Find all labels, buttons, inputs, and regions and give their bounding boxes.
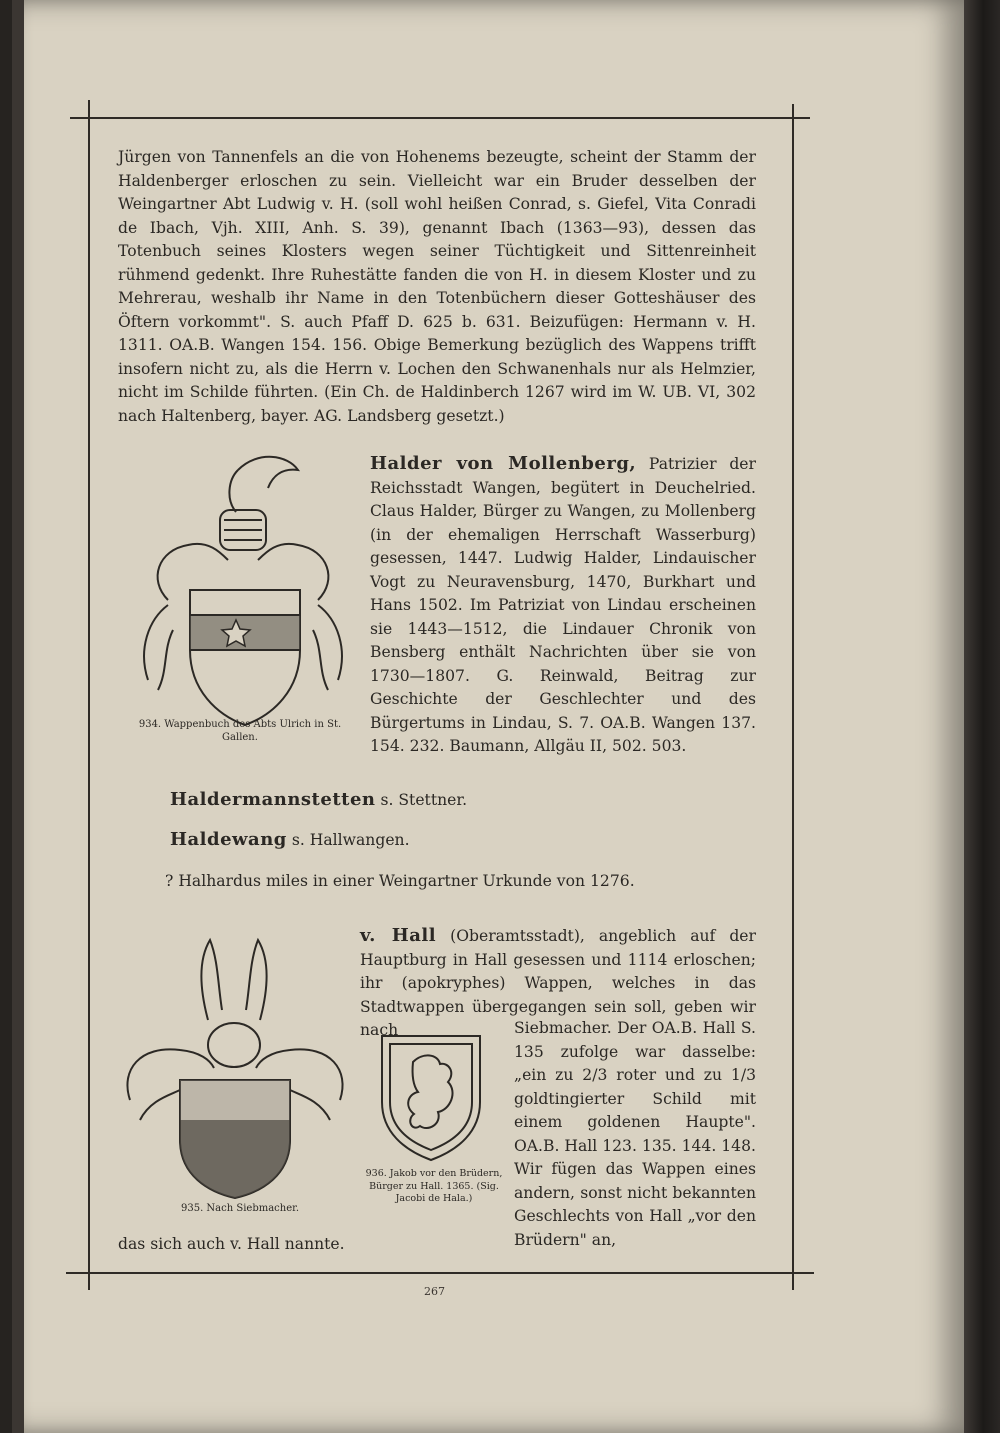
entry-hall-heading: v. Hall bbox=[360, 925, 437, 946]
page-left-edge bbox=[12, 0, 24, 1433]
page-number: 267 bbox=[424, 1285, 445, 1298]
top-paragraph-text: Jürgen von Tannenfels an die von Hohenems bezeugte, scheint der Stamm der Haldenberger erloschen zu sein. Vielleicht war ein Bruder desselben der Weingartner Abt Ludwig v. H. (soll wohl heißen Conrad, s. Giefel, Vita Conradi de Ibach, Vjh. XIII, Anh. S. 39), genannt Ibach (1363—93), dessen das Totenbuch seines Klosters wegen seiner Tüchtigkeit und Sittenreinheit rühmend gedenkt. Ihre Ruhestätte fanden die von H. in diesem Kloster und zu Mehrerau, weshalb ihr Name in den Totenbüchern dieser Gotteshäuser des Öftern vorkommt". S. auch Pfaff D. 625 b. 631. Beizufügen: Hermann v. H. 1311. OA.B. Wangen 154. 156. Obige Bemerkung bezüglich des Wappens trifft insofern nicht zu, als die Herrn v. Lochen den Schwanenhals nur als Helmzier, nicht im Schilde führten. (Ein Ch. de Haldinberch 1267 wird im W. UB. VI, 302 nach Haltenberg, bayer. AG. Landsberg gesetzt.) bbox=[118, 148, 756, 425]
entry-haldewang bbox=[170, 828, 410, 853]
entry-halder-heading: Halder von Mollenberg, bbox=[370, 453, 637, 474]
line-halhardus: ? Halhardus miles in einer Weingartner Urkunde von 1276. bbox=[165, 872, 635, 890]
entry-haldewang-text: s. Hallwangen. bbox=[291, 831, 410, 849]
entry-halder-text: Patrizier der Reichsstadt Wangen, begütert in Deuchelried. Claus Halder, Bürger zu Wangen, zu Mollenberg (in der ehemaligen Herrschaft Wasserburg) gesessen, 1447. Ludwig Halder, Lindauischer Vogt zu Neuravensburg, 1470, Burkhart und Hans 1502. Im Patriziat von Lindau erscheinen sie 1443—1512, die Lindauer Chronik von Bensberg enthält Nachrichten über sie von 1730—1807. G. Reinwald, Beitrag zur Geschichte der Geschlechter und des Bürgertums in Lindau, S. 7. OA.B. Wangen 137. 154. 232. Baumann, Allgäu II, 502. 503. bbox=[370, 455, 756, 755]
coat-of-arms-934-icon bbox=[128, 440, 358, 740]
entry-hall-right bbox=[514, 1017, 756, 1252]
book-binding bbox=[958, 0, 1000, 1433]
caption-934: 934. Wappenbuch des Abts Ulrich in St. Gallen. bbox=[138, 719, 342, 743]
entry-hall-text-right: Siebmacher. Der OA.B. Hall S. 135 zufolge war dasselbe: „ein zu 2/3 roter und zu 1/3 goldtingierter Schild mit einem goldenen Haupte". OA.B. Hall 123. 135. 144. 148. Wir fügen das Wappen eines andern, sonst nicht bekannten Geschlechts von Hall „vor den Brüdern" an, bbox=[514, 1019, 756, 1249]
bottom-rule bbox=[66, 1272, 814, 1274]
top-rule bbox=[70, 117, 810, 119]
seal-936-icon bbox=[378, 1032, 484, 1164]
entry-haldermannstetten-heading: Haldermannstetten bbox=[170, 789, 376, 810]
entry-haldermannstetten-text: s. Stettner. bbox=[380, 791, 468, 809]
caption-935: 935. Nach Siebmacher. bbox=[180, 1203, 299, 1214]
entry-haldermannstetten bbox=[170, 788, 467, 813]
entry-hall-text-top: (Oberamtsstadt), angeblich auf der Hauptburg in Hall gesessen und 1114 erloschen; ihr (apokryphes) Wappen, welches in das Stadtwappen übergegangen sein soll, geben wir nach bbox=[360, 927, 756, 1039]
coat-of-arms-935-icon bbox=[110, 930, 360, 1200]
entry-hall-bottom: das sich auch v. Hall nannte. bbox=[118, 1235, 345, 1253]
top-paragraph bbox=[118, 146, 756, 428]
right-rule bbox=[792, 104, 794, 1290]
entry-haldewang-heading: Haldewang bbox=[170, 829, 287, 850]
entry-halder bbox=[370, 452, 756, 759]
left-rule bbox=[88, 100, 90, 1290]
caption-936: 936. Jakob vor den Brüdern, Bürger zu Hall. 1365. (Sig. Jacobi de Hala.) bbox=[365, 1168, 503, 1204]
